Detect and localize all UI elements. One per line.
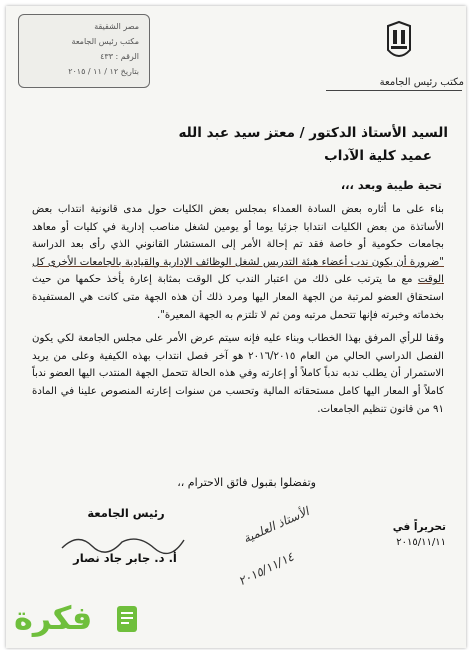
stamp-line: بتاريخ ١٢ / ١١ / ٢٠١٥	[68, 67, 139, 76]
paragraph: وقفا للرأي المرفق بهذا الخطاب وبناء عليه فإنه سيتم عرض الأمر على مجلس الجامعة لكي يكون الفصل الدراسي الحالي من العام ٢٠١٦/٢٠١٥ هو آخر فصل انتداب بهذه الكيفية وعلى من يريد الاستمرار أن يطلب ندبه ندباً كاملاً أو إعارته وفي هذه الحالة تتحمل الجهة المنتدب اليها العضو ندباً كاملاً أو المعار اليها كامل مستحقاته المالية وتحسب من سنوات إعارته المنصوص علينا في المادة ٩١ من قانون تنظيم الجامعات.	[32, 333, 444, 415]
closing-line: وتفضلوا بقبول فائق الاحترام ،،	[177, 476, 316, 489]
header-rule	[326, 90, 462, 91]
stamp-line: مكتب رئيس الجامعة	[71, 37, 139, 46]
date-label: تحريراً في	[392, 521, 446, 533]
addressee-title: عميد كلية الآداب	[324, 148, 432, 164]
signature-title: رئيس الجامعة	[87, 506, 165, 520]
university-logo-icon	[382, 20, 416, 64]
document-page	[6, 6, 466, 648]
paragraph-text: مع ما يترتب على ذلك من اعتبار الندب كل الوقت بمثابة إعارة يأخذ حكمها من حيث استحقاق العضو لمرتبة من الجهة المعار اليها ومرد ذلك أن هذه الجهة متى كانت هي المستفيدة بخدماته وخبرته فإنها تتحمل مرتبه ومن ثم لا تلتزم به الجهة المعيرة".	[32, 274, 444, 321]
letter-body	[32, 201, 444, 424]
notebook-icon	[114, 602, 140, 634]
stamp-line: مصر الشقيقة	[94, 22, 139, 31]
signatory-name: أ. د. جابر جاد نصار	[73, 551, 177, 565]
paragraph	[32, 201, 444, 324]
greeting: تحية طيبة وبعد ،،،	[340, 178, 442, 192]
quoted-opinion: "ضرورة أن يكون ندب أعضاء هيئة التدريس لشغل الوظائف الإدارية والقيادية بالجامعات الأخرى كل الوقت	[32, 256, 444, 286]
handwritten-date: ٢٠١٥/١١/١٤	[236, 549, 296, 589]
handwritten-note: الأستاذ العلمية	[240, 504, 312, 546]
stamp-line: الرقم : ٤٣٣	[100, 52, 139, 61]
paragraph-text: بناء على ما أثاره بعض السادة العمداء بمجلس بعض الكليات حول مدى قانونية انتداب بعض الأساتذة من بعض الكليات انتدابا جزئيا يوما أو يومين لشغل مناصب إدارية في كليات أو معاهد بجامعات حكومية أو خاصة فقد تم إحالة الأمر إلى المستشار القانوني الذي رأى بعد الدراسة	[32, 204, 444, 251]
date-value: ٢٠١٥/١١/١١	[396, 537, 446, 548]
registration-stamp	[18, 14, 150, 88]
brand-watermark: فكرة	[14, 599, 93, 637]
office-label: مكتب رئيس الجامعة	[379, 77, 464, 88]
addressee-name: السيد الأستاذ الدكتور / معتز سيد عبد الله	[178, 125, 448, 141]
